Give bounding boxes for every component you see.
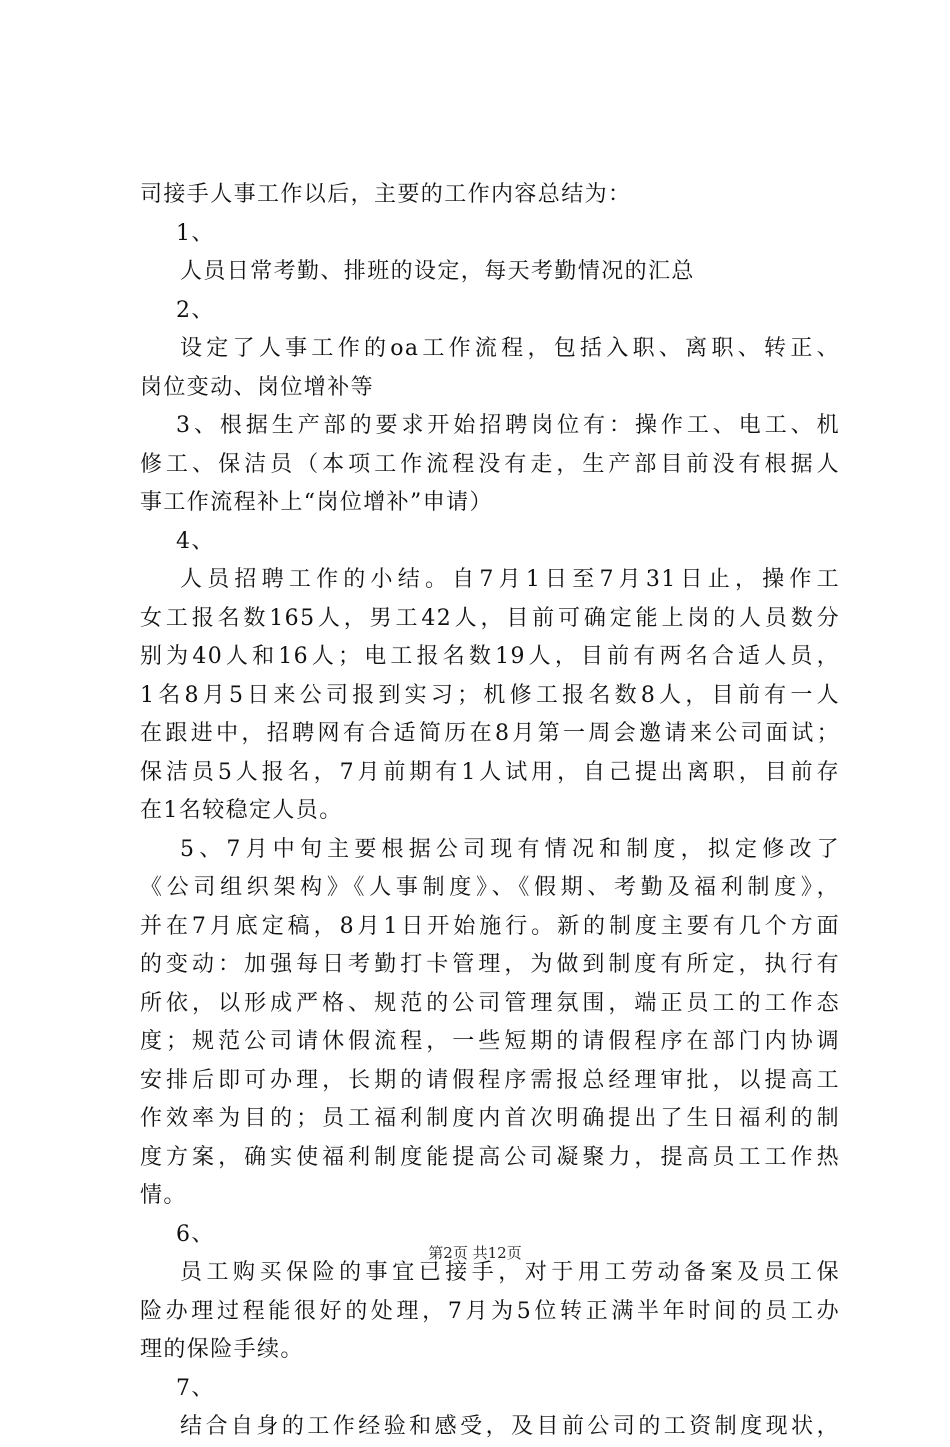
text-line: 在跟进中，招聘网有合适简历在8月第一周会邀请来公司面试； [140, 721, 840, 746]
text-line: 女工报名数165人，男工42人，目前可确定能上岗的人员数分 [140, 605, 840, 631]
text-line: 的变动：加强每日考勤打卡管理，为做到制度有所定，执行有 [140, 952, 840, 977]
text-line: 度方案，确实使福利制度能提高公司凝聚力，提高员工工作热 [140, 1144, 840, 1170]
text-line: 险办理过程能很好的处理，7月为5位转正满半年时间的员工办 [140, 1298, 840, 1324]
text-line: 修工、保洁员（本项工作流程没有走，生产部目前没有根据人 [140, 451, 840, 477]
text-line: 事工作流程补上“岗位增补”申请） [140, 490, 493, 515]
text-line: 《公司组织架构》《人事制度》、《假期、考勤及福利制度》， [140, 875, 840, 900]
page-footer: 第2页 共12页 [428, 1244, 522, 1262]
text-line: 员工购买保险的事宜已接手，对于用工劳动备案及员工保 [180, 1260, 840, 1285]
text-line: 保洁员5人报名，7月前期有1人试用，自己提出离职，目前存 [140, 759, 840, 785]
text-line: 6、 [176, 1221, 215, 1247]
text-line: 4、 [176, 528, 215, 554]
text-line: 在1名较稳定人员。 [140, 798, 343, 823]
text-line: 作效率为目的；员工福利制度内首次明确提出了生日福利的制 [140, 1106, 840, 1131]
text-line: 理的保险手续。 [140, 1337, 304, 1362]
text-line: 度；规范公司请休假流程，一些短期的请假程序在部门内协调 [140, 1029, 840, 1054]
text-line: 1名8月5日来公司报到实习；机修工报名数8人，目前有一人 [140, 682, 840, 708]
text-line: 情。 [140, 1183, 187, 1208]
text-line: 人员招聘工作的小结。自7月1日至7月31日止，操作工 [180, 567, 840, 592]
text-line: 7、 [176, 1375, 215, 1401]
text-line: 结合自身的工作经验和感受，及目前公司的工资制度现状， [180, 1414, 840, 1439]
text-line: 所依，以形成严格、规范的公司管理氛围，端正员工的工作态 [140, 990, 840, 1016]
text-line: 设定了人事工作的oa工作流程，包括入职、离职、转正、 [180, 336, 840, 361]
text-line: 2、 [176, 297, 215, 323]
text-line: 安排后即可办理，长期的请假程序需报总经理审批，以提高工 [140, 1067, 840, 1093]
text-line: 1、 [176, 220, 215, 246]
text-line: 3、根据生产部的要求开始招聘岗位有：操作工、电工、机 [176, 413, 840, 438]
text-line: 人员日常考勤、排班的设定，每天考勤情况的汇总 [180, 259, 695, 284]
text-line: 并在7月底定稿，8月1日开始施行。新的制度主要有几个方面 [140, 913, 840, 939]
text-line: 司接手人事工作以后，主要的工作内容总结为： [140, 182, 632, 207]
text-line: 岗位变动、岗位增补等 [140, 374, 375, 400]
text-line: 别为40人和16人；电工报名数19人，目前有两名合适人员， [140, 644, 840, 669]
text-line: 5、7月中旬主要根据公司现有情况和制度，拟定修改了 [180, 836, 840, 862]
